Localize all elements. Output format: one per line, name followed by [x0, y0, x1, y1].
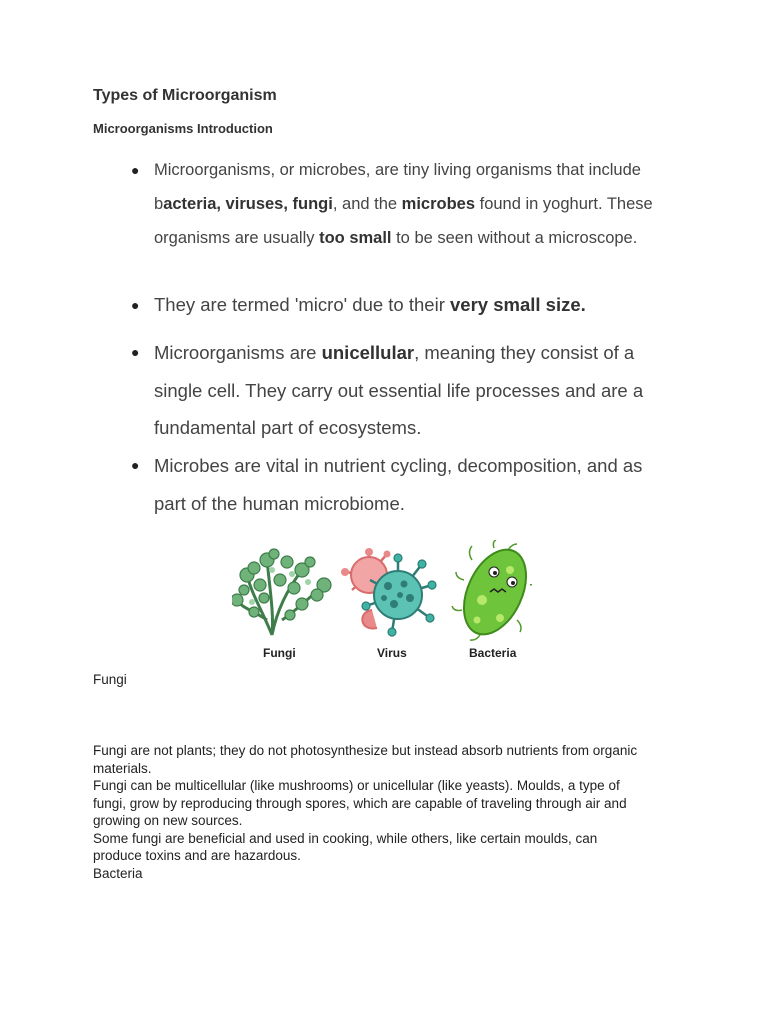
bullet-dot-icon: ●: [131, 457, 140, 473]
bacteria-illustration-icon: [452, 540, 532, 644]
fungi-line: fungi, grow by reproducing through spores, which are capable of traveling through air and: [93, 795, 627, 811]
fungi-line: growing on new sources.: [93, 813, 243, 828]
list-item-text: Microorganisms are unicellular, meaning they consist of a single cell. They carry out essential life processes and are a fundamental part of ecosystems.: [154, 342, 644, 438]
section-subtitle: Microorganisms Introduction: [93, 121, 273, 136]
microorganism-illustration: [232, 540, 532, 646]
fungi-line: materials.: [93, 760, 152, 776]
page-title: Types of Microorganism: [93, 87, 277, 104]
bacteria-heading: Bacteria: [93, 865, 143, 881]
virus-illustration-icon: [341, 548, 436, 636]
fungi-line: Some fungi are beneficial and used in cooking, while others, like certain moulds, can: [93, 830, 598, 846]
bullet-dot-icon: ●: [131, 344, 140, 360]
figure-label-virus: Virus: [377, 646, 407, 660]
bullet-dot-icon: ●: [131, 297, 140, 313]
list-item-text: They are termed 'micro' due to their very small size.: [154, 294, 586, 315]
fungi-paragraph: [93, 742, 693, 882]
fungi-illustration-icon: [232, 549, 331, 635]
fungi-line: Fungi are not plants; they do not photosynthesize but instead absorb nutrients from organic: [93, 743, 638, 758]
list-item-text: Microorganisms, or microbes, are tiny living organisms that include bacteria, viruses, fungi, and the microbes found in yoghurt. These organisms are usually too small to be seen without a microscope.: [154, 161, 653, 247]
figure-label-fungi: Fungi: [263, 646, 296, 660]
bullet-dot-icon: ●: [131, 162, 140, 178]
fungi-heading: Fungi: [93, 672, 127, 687]
fungi-line: produce toxins and are hazardous.: [93, 848, 301, 863]
figure-label-bacteria: Bacteria: [469, 646, 517, 660]
fungi-line: Fungi can be multicellular (like mushrooms) or unicellular (like yeasts). Moulds, a type of: [93, 778, 620, 793]
list-item-text: Microbes are vital in nutrient cycling, decomposition, and as part of the human microbiome.: [154, 455, 643, 514]
microorganism-figure: [232, 540, 532, 662]
